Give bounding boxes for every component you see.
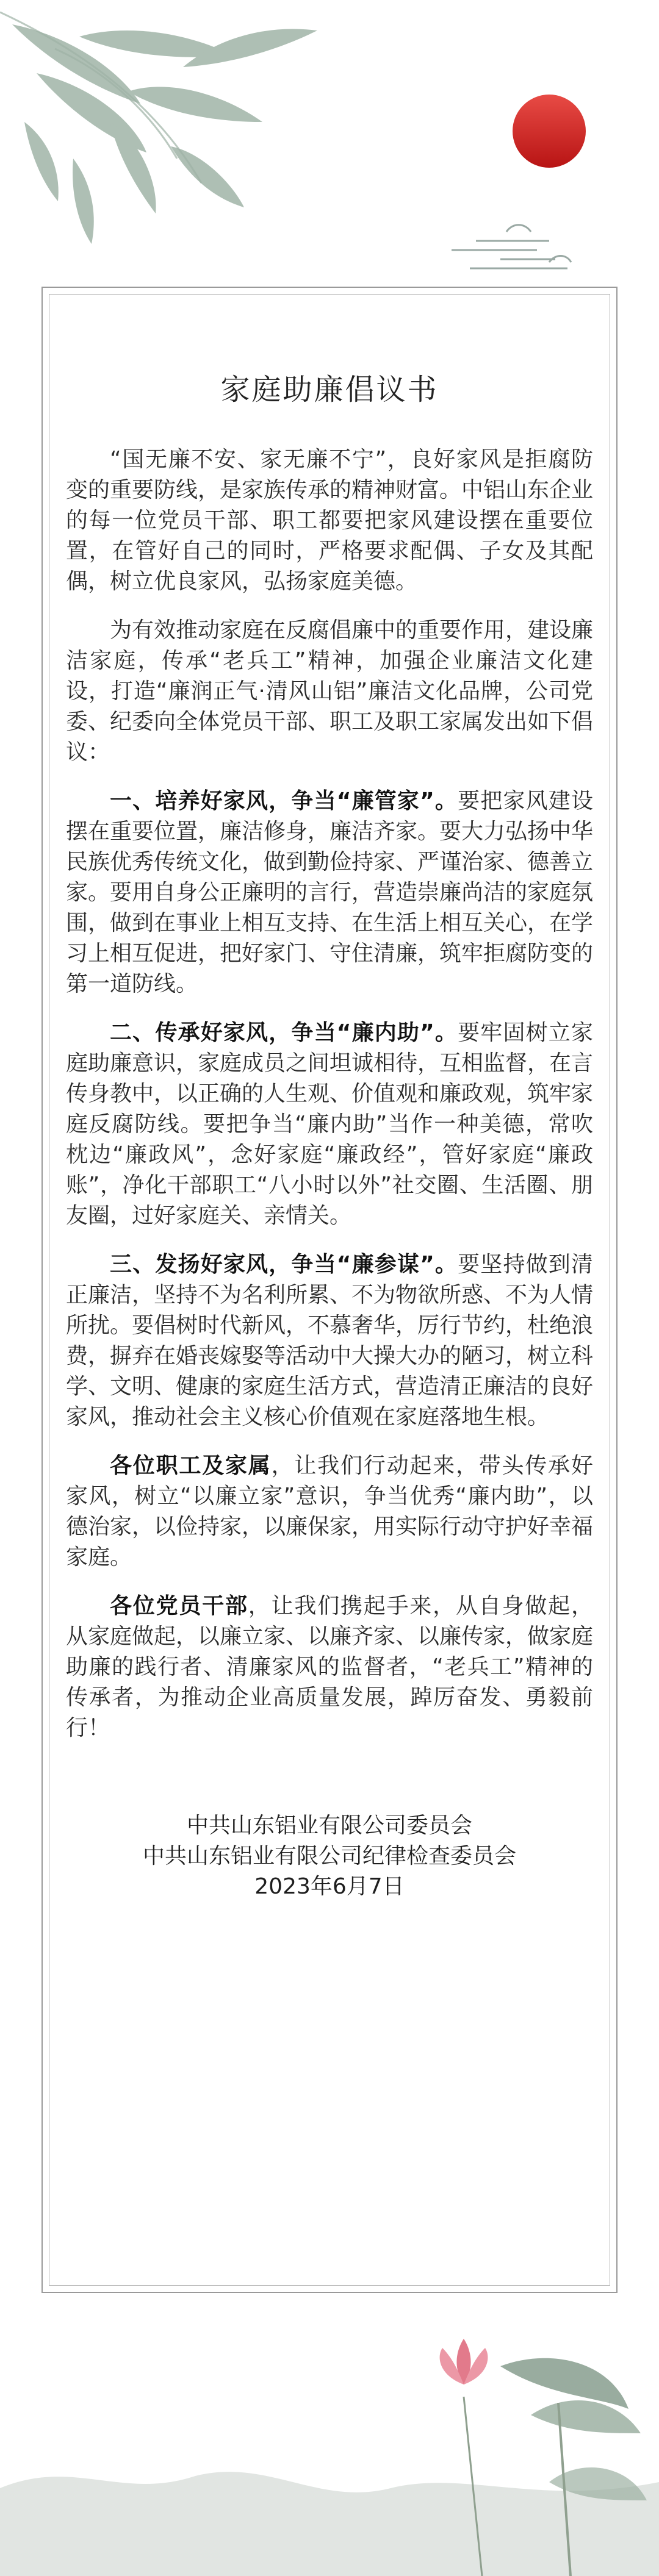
paragraph-text: ，让我们携起手来，从自身做起，从家庭做起，以廉立家、以廉齐家、以廉传家，做家庭助廉的践行者、清廉家风的监督者，“老兵工”精神的传承者，为推动企业高质量发展，踔厉奋发、勇毅前行！ — [66, 1594, 594, 1741]
signature-block — [66, 1811, 593, 1902]
paragraph-text: ，让我们行动起来，带头传承好家风，树立“以廉立家”意识，争当优秀“廉内助”，以德治家，以俭持家，以廉保家，用实际行动守护好幸福家庭。 — [66, 1453, 594, 1570]
paragraph-text: 为有效推动家庭在反腐倡廉中的重要作用，建设廉洁家庭，传承“老兵工”精神，加强企业廉洁文化建设，打造“廉润正气·清风山铝”廉洁文化品牌，公司党委、纪委向全体党员干部、职工及职工家属发出如下倡议： — [66, 618, 594, 765]
paragraph-lead: 三、发扬好家风，争当“廉参谋”。 — [110, 1252, 458, 1277]
signature-date: 2023年6月7日 — [254, 1874, 405, 1899]
paragraph-lead: 各位职工及家属 — [110, 1453, 272, 1478]
body-paragraph — [66, 1250, 593, 1433]
body-paragraph — [66, 1018, 593, 1231]
document-content — [66, 366, 593, 1902]
body-paragraph — [66, 1591, 593, 1744]
signature-org-party-committee: 中共山东铝业有限公司委员会 — [186, 1813, 472, 1838]
paragraph-text: 要牢固树立家庭助廉意识，家庭成员之间坦诚相待，互相监督，在言传身教中，以正确的人生观、价值观和廉政观，筑牢家庭反腐防线。要把争当“廉内助”当作一种美德，常吹枕边“廉政风”，念好家庭“廉政经”，管好家庭“廉政账”，净化干部职工“八小时以外”社交圈、生活圈、朋友圈，过好家庭关、亲情关。 — [66, 1020, 594, 1228]
cloud-decoration — [452, 225, 571, 268]
paragraph-list — [66, 445, 593, 1744]
paragraph-text: 要把家风建设摆在重要位置，廉洁修身，廉洁齐家。要大力弘扬中华民族优秀传统文化，做到勤俭持家、严谨治家、德善立家。要用自身公正廉明的言行，营造崇廉尚洁的家庭氛围，做到在事业上相互支持、在生活上相互关心，在学习上相互促进，把好家门、守住清廉，筑牢拒腐防变的第一道防线。 — [66, 789, 594, 996]
paragraph-lead: 各位党员干部 — [110, 1594, 248, 1619]
body-paragraph — [66, 786, 593, 1000]
bamboo-leaves-decoration — [12, 24, 317, 244]
signature-org-discipline-committee: 中共山东铝业有限公司纪律检查委员会 — [142, 1844, 516, 1869]
body-paragraph — [66, 445, 593, 597]
bottom-decoration — [0, 2305, 659, 2576]
paragraph-lead: 二、传承好家风，争当“廉内助”。 — [110, 1020, 458, 1045]
paragraph-lead: 一、培养好家风，争当“廉管家”。 — [110, 789, 458, 814]
body-paragraph — [66, 1451, 593, 1573]
red-sun-decoration — [513, 95, 586, 168]
body-paragraph — [66, 615, 593, 768]
page-title: 家庭助廉倡议书 — [220, 373, 439, 407]
paragraph-text: “国无廉不安、家无廉不宁”，良好家风是拒腐防变的重要防线，是家族传承的精神财富。中铝山东企业的每一位党员干部、职工都要把家风建设摆在重要位置，在管好自己的同时，严格要求配偶、子女及其配偶，树立优良家风，弘扬家庭美德。 — [66, 447, 594, 594]
paragraph-text: 要坚持做到清正廉洁，坚持不为名利所累、不为物欲所惑、不为人情所扰。要倡树时代新风，不慕奢华，厉行节约，杜绝浪费，摒弃在婚丧嫁娶等活动中大操大办的陋习，树立科学、文明、健康的家庭生活方式，营造清正廉洁的良好家风，推动社会主义核心价值观在家庭落地生根。 — [66, 1252, 594, 1429]
